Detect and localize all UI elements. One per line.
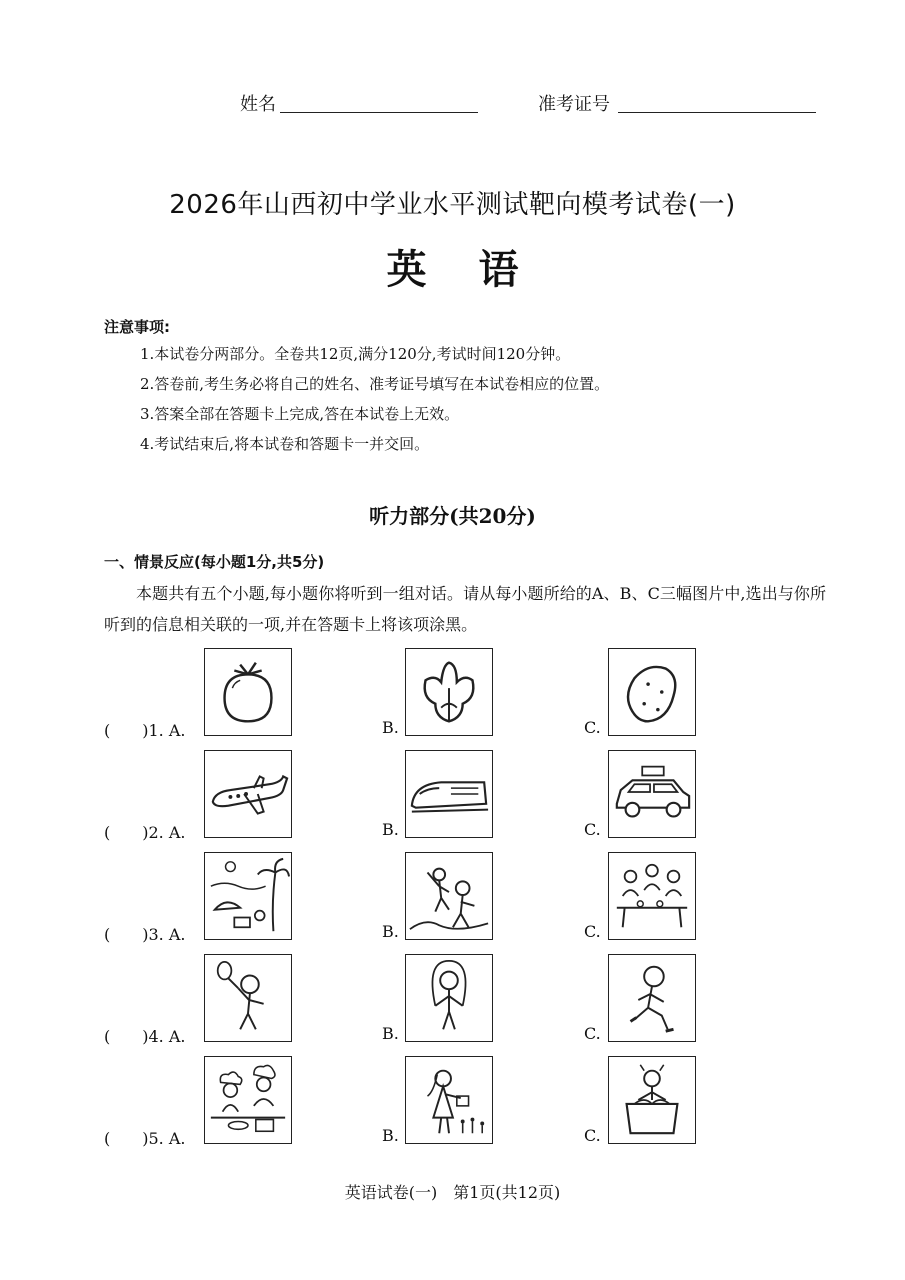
notice-item: 2.答卷前,考生务必将自己的姓名、准考证号填写在本试卷相应的位置。 bbox=[140, 375, 610, 393]
tomato-icon[interactable] bbox=[204, 648, 292, 736]
notice-item: 3.答案全部在答题卡上完成,答在本试卷上无效。 bbox=[140, 405, 460, 423]
option-b-label: B. bbox=[382, 1126, 399, 1145]
subject-char-2: 语 bbox=[478, 247, 519, 293]
airplane-icon[interactable] bbox=[204, 750, 292, 838]
beach-picnic-image[interactable] bbox=[204, 852, 292, 940]
exam-id-field[interactable] bbox=[618, 112, 816, 113]
taxi-icon[interactable] bbox=[608, 750, 696, 838]
option-c-label: C. bbox=[584, 718, 601, 737]
notice-item: 4.考试结束后,将本试卷和答题卡一并交回。 bbox=[140, 435, 430, 453]
option-b-label: B. bbox=[382, 820, 399, 839]
watering-plants-girl-image[interactable] bbox=[405, 1056, 493, 1144]
running-boy-image[interactable] bbox=[608, 954, 696, 1042]
exam-title: 2026年山西初中学业水平测试靶向模考试卷(一) bbox=[169, 190, 736, 220]
family-dinner-image[interactable] bbox=[608, 852, 696, 940]
question-3-label: ( )3. A. bbox=[104, 925, 186, 944]
option-c-label: C. bbox=[584, 1024, 601, 1043]
question-4-label: ( )4. A. bbox=[104, 1027, 186, 1046]
part-heading: 一、情景反应(每小题1分,共5分) bbox=[104, 553, 325, 571]
cooking-children-image[interactable] bbox=[204, 1056, 292, 1144]
question-2-label: ( )2. A. bbox=[104, 823, 186, 842]
option-b-label: B. bbox=[382, 922, 399, 941]
part-description: 本题共有五个小题,每小题你将听到一组对话。请从每小题所给的A、B、C三幅图片中,选出与你所听到的信息相关联的一项,并在答题卡上将该项涂黑。 bbox=[104, 584, 826, 634]
high-speed-train-icon[interactable] bbox=[405, 750, 493, 838]
notice-heading: 注意事项: bbox=[104, 318, 170, 336]
jump-rope-boy-image[interactable] bbox=[405, 954, 493, 1042]
subject-title bbox=[0, 238, 905, 295]
question-5-label: ( )5. A. bbox=[104, 1129, 186, 1148]
option-b-label: B. bbox=[382, 1024, 399, 1043]
name-label: 姓名 bbox=[240, 94, 276, 115]
hiking-children-image[interactable] bbox=[405, 852, 493, 940]
cleaning-girl-image[interactable] bbox=[608, 1056, 696, 1144]
option-c-label: C. bbox=[584, 1126, 601, 1145]
badminton-girl-image[interactable] bbox=[204, 954, 292, 1042]
question-1-label: ( )1. A. bbox=[104, 721, 186, 740]
name-field[interactable] bbox=[280, 112, 478, 113]
notice-item: 1.本试卷分两部分。全卷共12页,满分120分,考试时间120分钟。 bbox=[140, 345, 571, 363]
potato-icon[interactable] bbox=[608, 648, 696, 736]
option-c-label: C. bbox=[584, 922, 601, 941]
option-c-label: C. bbox=[584, 820, 601, 839]
option-b-label: B. bbox=[382, 718, 399, 737]
subject-char-1: 英 bbox=[386, 247, 427, 293]
page-footer: 英语试卷(一) 第1页(共12页) bbox=[344, 1183, 561, 1202]
exam-id-label: 准考证号 bbox=[538, 94, 610, 115]
cabbage-icon[interactable] bbox=[405, 648, 493, 736]
section-title: 听力部分(共20分) bbox=[369, 504, 536, 528]
